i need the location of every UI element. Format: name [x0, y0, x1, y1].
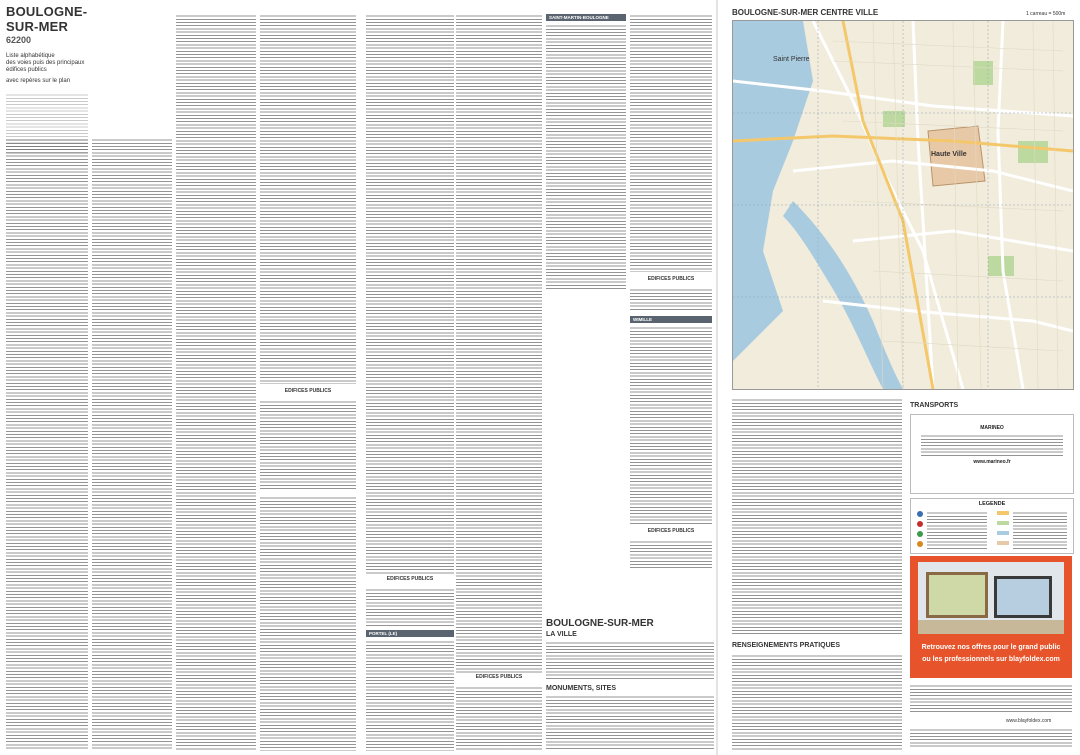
index-column-6 [456, 14, 542, 751]
fold-separator [716, 0, 718, 755]
section-band-portel: PORTEL (LE) [366, 630, 454, 637]
legend-swatch [917, 511, 923, 517]
ad-url: www.blayfoldex.com [1006, 718, 1052, 724]
river-liane [783, 201, 903, 389]
section-band-wimille: WIMILLE [630, 316, 712, 323]
section-heading: EDIFICES PUBLICS [284, 388, 332, 394]
guide-column-1 [546, 618, 714, 751]
intro-line: avec repères sur le plan [6, 78, 71, 84]
section-heading: EDIFICES PUBLICS [647, 276, 695, 282]
map-drawing [733, 21, 1073, 389]
legend-title: LEGENDE [978, 501, 1006, 507]
legend-swatch [917, 521, 923, 527]
guide-heading-la-ville: LA VILLE [546, 631, 577, 638]
legend-box [910, 498, 1074, 554]
street-list [6, 138, 88, 751]
guide-title: BOULOGNE-SUR-MER [546, 618, 654, 629]
intro-line: Liste alphabétique [6, 53, 55, 59]
legend-swatch [997, 511, 1009, 515]
section-band-saint-martin: SAINT-MARTIN-BOULOGNE [546, 14, 626, 21]
map-label-haute-ville: Haute Ville [931, 151, 967, 158]
postal-code: 62200 [6, 35, 32, 45]
index-column-5 [366, 14, 454, 751]
park [988, 256, 1014, 276]
index-column-7 [546, 14, 626, 290]
ad-banner [910, 556, 1072, 678]
intro-line: des voies puis des principaux édifices publics [6, 60, 85, 73]
legend-swatch [917, 531, 923, 537]
ad-photo [918, 562, 1064, 634]
guide-heading-monuments: MONUMENTS, SITES [546, 685, 617, 692]
map-title: BOULOGNE-SUR-MER CENTRE VILLE [732, 8, 879, 17]
section-heading: EDIFICES PUBLICS [647, 528, 695, 534]
legend-swatch [997, 531, 1009, 535]
index-column-2 [92, 138, 172, 751]
park [1018, 141, 1048, 163]
intro-text [6, 53, 88, 85]
transports-title: TRANSPORTS [910, 402, 959, 409]
legend-swatch [917, 541, 923, 547]
park [973, 61, 993, 85]
imprint [910, 728, 1072, 748]
transports-org: MARINEO [980, 425, 1004, 431]
guide-column-2 [732, 398, 902, 751]
index-column-4 [260, 14, 356, 751]
section-heading: EDIFICES PUBLICS [386, 576, 434, 582]
transports-box [910, 414, 1074, 494]
harbour-water [733, 21, 813, 361]
park [883, 111, 905, 127]
ad-line-1: Retrouvez nos offres pour le grand public [921, 644, 1061, 651]
map-scale: 1 carreau = 500m [1026, 11, 1066, 17]
index-column-1 [6, 0, 88, 755]
guide-heading-renseignements: RENSEIGNEMENTS PRATIQUES [732, 642, 840, 649]
map-label-saint-pierre: Saint Pierre [773, 56, 810, 63]
city-map [732, 20, 1074, 390]
legend-swatch [997, 541, 1009, 545]
transports-url: www.marineo.fr [973, 459, 1011, 465]
city-title: BOULOGNE-SUR-MER [6, 4, 88, 34]
ad-footnote [910, 684, 1072, 714]
ad-line-2: ou les professionnels sur blayfoldex.com [922, 656, 1060, 663]
section-heading: EDIFICES PUBLICS [475, 674, 523, 680]
legend-swatch [997, 521, 1009, 525]
index-column-3 [176, 14, 256, 751]
